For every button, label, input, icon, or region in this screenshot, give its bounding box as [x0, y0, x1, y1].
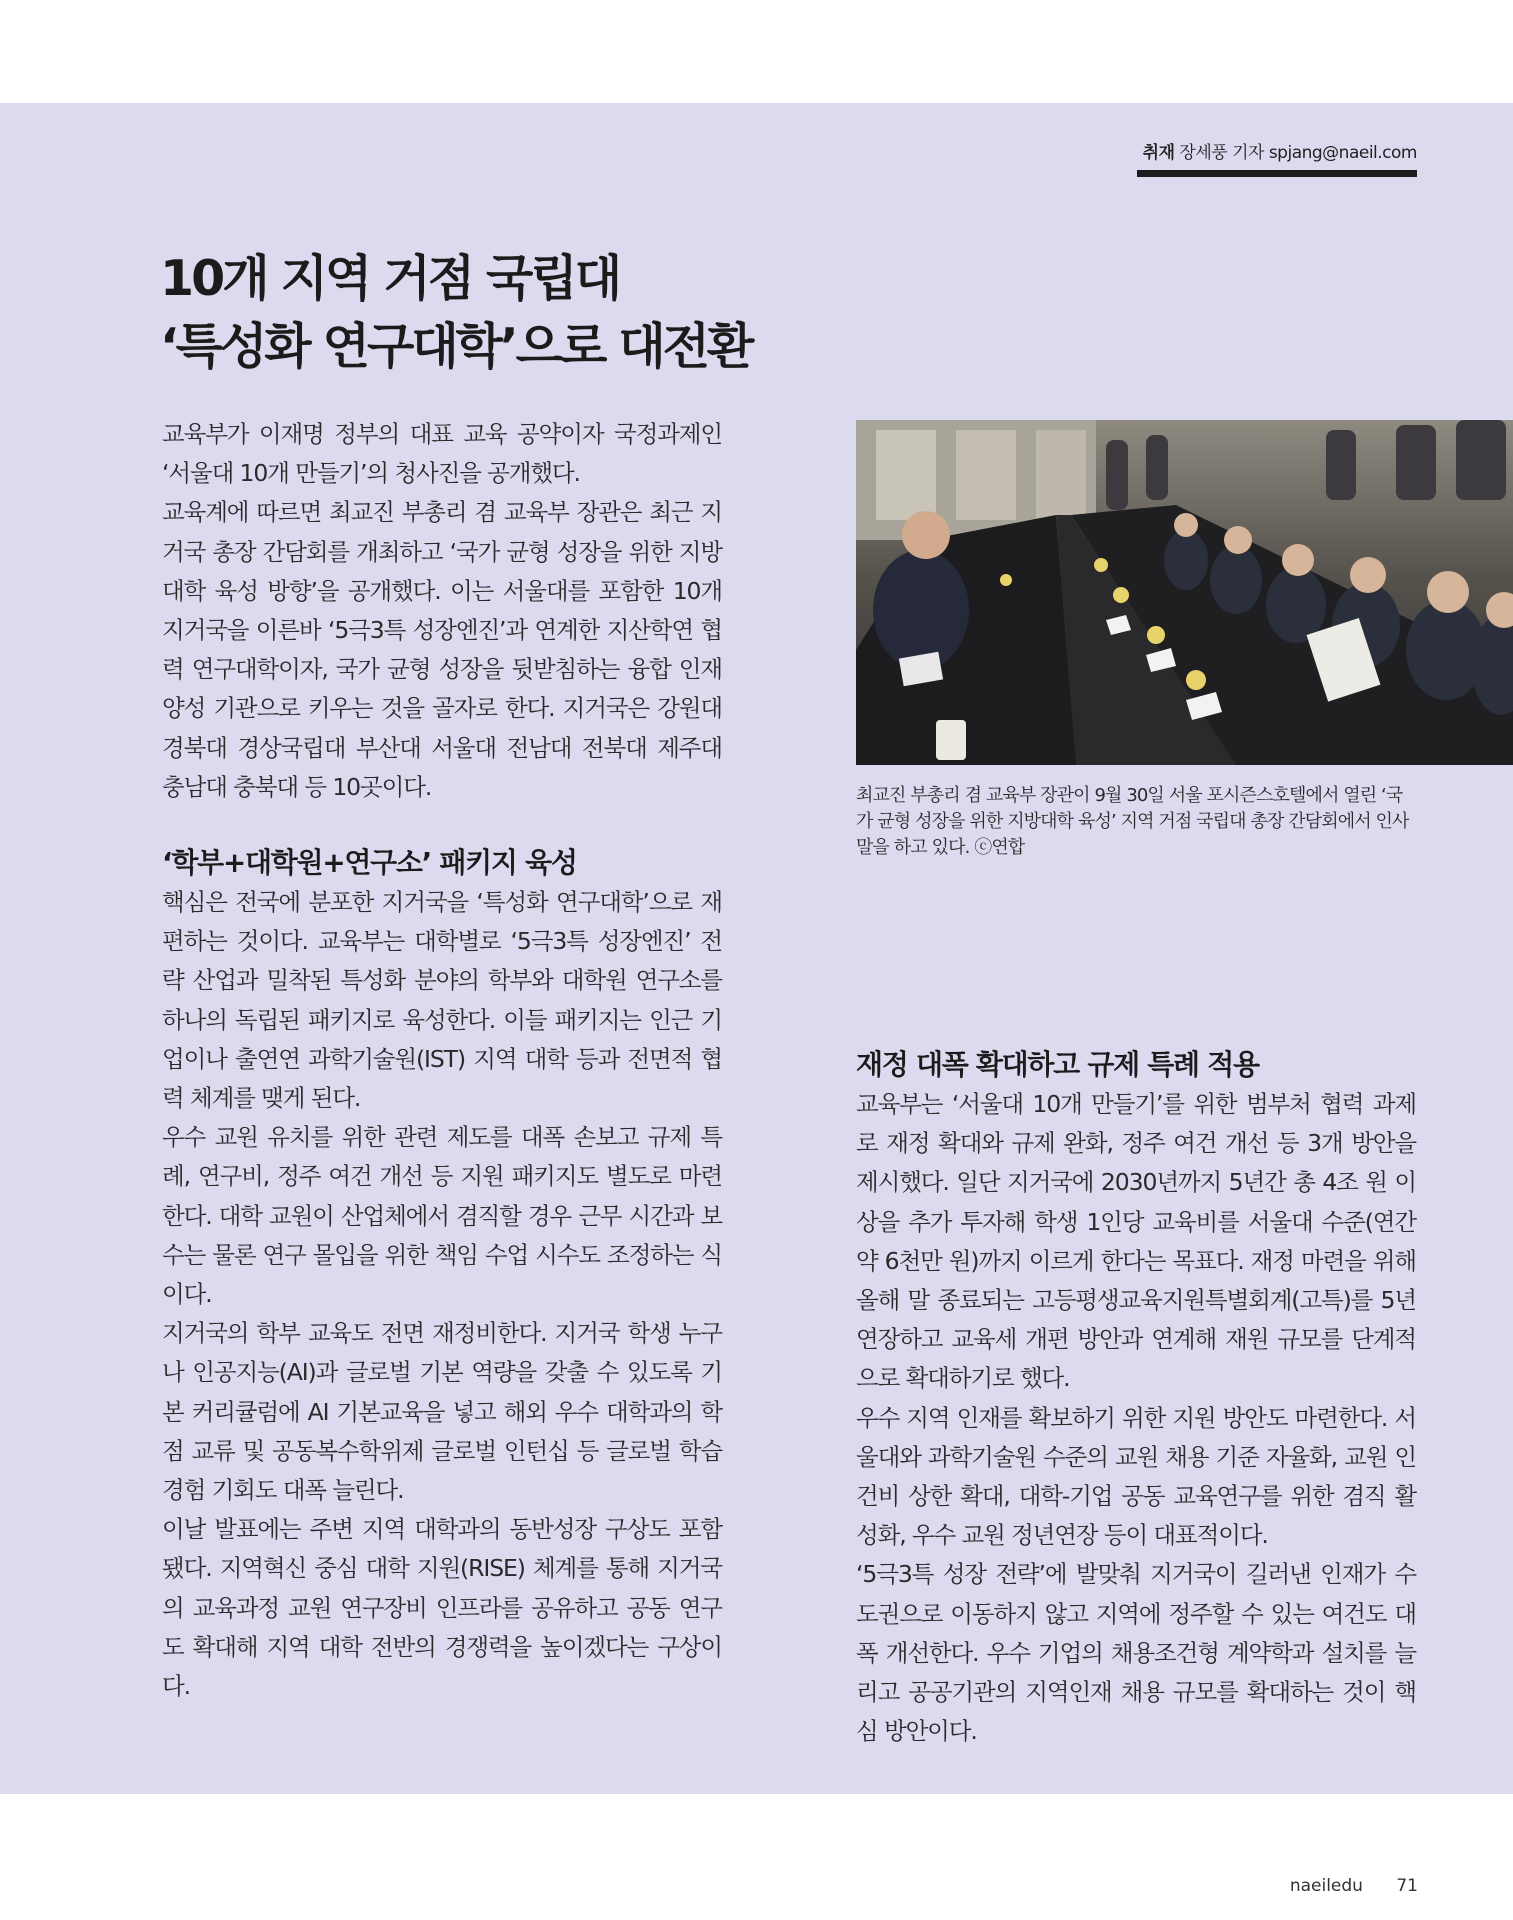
title-line-1: 10개 지역 거점 국립대 — [160, 250, 620, 307]
byline — [1143, 138, 1417, 163]
page-number: 71 — [1396, 1876, 1418, 1896]
paragraph: 우수 교원 유치를 위한 관련 제도를 대폭 손보고 규제 특례, 연구비, 정주 여건 개선 등 지원 패키지도 별도로 마련한다. 대학 교원이 산업체에서 겸직할 경우 근무 시간과 보수는 물론 연구 몰입을 위한 책임 수업 시수도 조정하는 식이다. — [162, 1123, 722, 1309]
meeting-photo — [856, 420, 1513, 765]
paragraph: 교육부가 이재명 정부의 대표 교육 공약이자 국정과제인 ‘서울대 10개 만들기’의 청사진을 공개했다. — [162, 420, 722, 488]
section-heading: ‘학부+대학원+연구소’ 패키지 육성 — [162, 846, 577, 880]
paragraph: 이날 발표에는 주변 지역 대학과의 동반성장 구상도 포함됐다. 지역혁신 중심 대학 지원(RISE) 체계를 통해 지거국의 교육과정 교원 연구장비 인프라를 공유하고 공동 연구도 확대해 지역 대학 전반의 경쟁력을 높이겠다는 구상이다. — [162, 1515, 722, 1701]
article-title — [160, 245, 860, 380]
byline-label: 취재 — [1142, 143, 1175, 163]
byline-rule — [1137, 170, 1417, 177]
title-line-2: ‘특성화 연구대학’으로 대전환 — [160, 317, 752, 375]
paragraph: 핵심은 전국에 분포한 지거국을 ‘특성화 연구대학’으로 재편하는 것이다. 교육부는 대학별로 ‘5극3특 성장엔진’ 전략 산업과 밀착된 특성화 분야의 학부와 대학원 연구소를 하나의 독립된 패키지로 육성한다. 이들 패키지는 인근 기업이나 출연연 과학기술원(IST) 지역 대학 등과 전면적 협력 체계를 맺게 된다. — [162, 888, 722, 1113]
paragraph: 우수 지역 인재를 확보하기 위한 지원 방안도 마련한다. 서울대와 과학기술원 수준의 교원 채용 기준 자율화, 교원 인건비 상한 확대, 대학-기업 공동 교육연구를 위한 겸직 활성화, 우수 교원 정년연장 등이 대표적이다. — [856, 1403, 1416, 1550]
right-column — [856, 1045, 1416, 1751]
section-heading: 재정 대폭 확대하고 규제 특례 적용 — [856, 1048, 1259, 1081]
byline-text: 장세풍 기자 spjang@naeil.com — [1179, 143, 1417, 163]
footer-brand: naeiledu — [1289, 1876, 1363, 1896]
page-footer — [1290, 1876, 1418, 1896]
paragraph: 교육계에 따르면 최교진 부총리 겸 교육부 장관은 최근 지거국 총장 간담회를 개최하고 ‘국가 균형 성장을 위한 지방대학 육성 방향’을 공개했다. 이는 서울대를 포함한 10개 지거국을 이른바 ‘5극3특 성장엔진’과 연계한 지산학연 협력 연구대학이자, 국가 균형 성장을 뒷받침하는 융합 인재 양성 기관으로 키우는 것을 골자로 한다. 지거국은 강원대 경북대 경상국립대 부산대 서울대 전남대 전북대 제주대 충남대 충북대 등 10곳이다. — [162, 498, 722, 801]
paragraph: 교육부는 ‘서울대 10개 만들기’를 위한 범부처 협력 과제로 재정 확대와 규제 완화, 정주 여건 개선 등 3개 방안을 제시했다. 일단 지거국에 2030년까지 5년간 총 4조 원 이상을 추가 투자해 학생 1인당 교육비를 서울대 수준(연간 약 6천만 원)까지 이르게 한다는 목표다. 재정 마련을 위해 올해 말 종료되는 고등평생교육지원특별회계(고특)를 5년 연장하고 교육세 개편 방안과 연계해 재원 규모를 단계적으로 확대하기로 했다. — [856, 1090, 1416, 1393]
left-column — [162, 415, 722, 1706]
paragraph: 지거국의 학부 교육도 전면 재정비한다. 지거국 학생 누구나 인공지능(AI)과 글로벌 기본 역량을 갖출 수 있도록 기본 커리큘럼에 AI 기본교육을 넣고 해외 우수 대학과의 학점 교류 및 공동복수학위제 글로벌 인턴십 등 글로벌 학습 경험 기회도 대폭 늘린다. — [162, 1319, 722, 1505]
paragraph: ‘5극3특 성장 전략’에 발맞춰 지거국이 길러낸 인재가 수도권으로 이동하지 않고 지역에 정주할 수 있는 여건도 대폭 개선한다. 우수 기업의 채용조건형 계약학과 설치를 늘리고 공공기관의 지역인재 채용 규모를 확대하는 것이 핵심 방안이다. — [856, 1560, 1416, 1746]
photo-caption: 최교진 부총리 겸 교육부 장관이 9월 30일 서울 포시즌스호텔에서 열린 ‘국가 균형 성장을 위한 지방대학 육성’ 지역 거점 국립대 총장 간담회에서 인사말을 하고 있다. ⓒ연합 — [856, 785, 1409, 858]
